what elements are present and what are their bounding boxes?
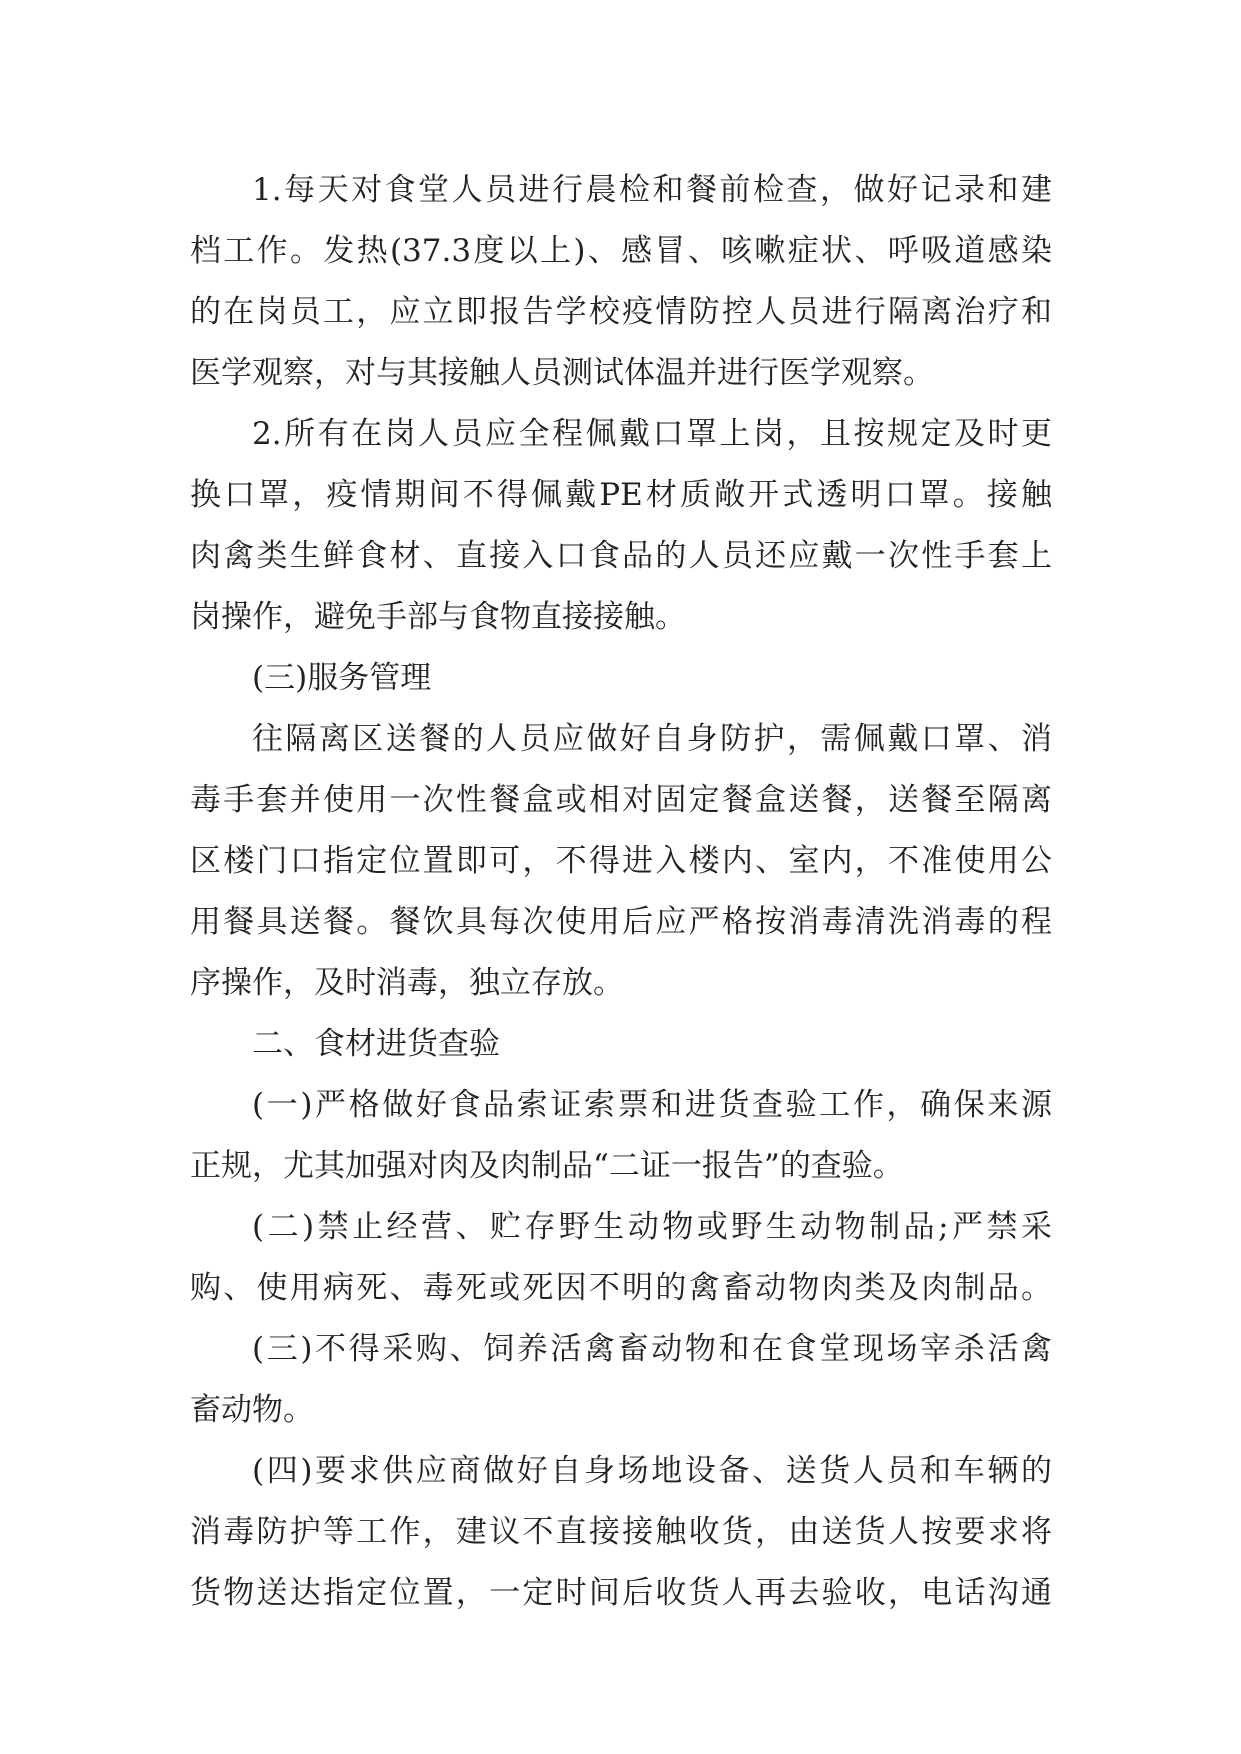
text-line: 用餐具送餐。餐饮具每次使用后应严格按消毒清洗消毒的程 (190, 904, 1052, 940)
text-line: (三)不得采购、饲养活禽畜动物和在食堂现场宰杀活禽 (252, 1331, 1052, 1367)
text-line: 1.每天对食堂人员进行晨检和餐前检查，做好记录和建 (252, 172, 1052, 208)
text-line: 毒手套并使用一次性餐盒或相对固定餐盒送餐，送餐至隔离 (190, 782, 1052, 818)
text-line: 货物送达指定位置，一定时间后收货人再去验收，电话沟通 (190, 1575, 1052, 1611)
text-line: 区楼门口指定位置即可，不得进入楼内、室内，不准使用公 (190, 843, 1052, 879)
text-line: (一)严格做好食品索证索票和进货查验工作，确保来源 (252, 1087, 1052, 1123)
text-line: 购、使用病死、毒死或死因不明的禽畜动物肉类及肉制品。 (190, 1270, 1052, 1306)
text-line: 序操作，及时消毒，独立存放。 (190, 965, 624, 1001)
text-line: 档工作。发热(37.3度以上)、感冒、咳嗽症状、呼吸道感染 (190, 233, 1052, 269)
text-line: (四)要求供应商做好自身场地设备、送货人员和车辆的 (252, 1453, 1052, 1489)
text-line: 畜动物。 (190, 1392, 314, 1428)
text-line: 2.所有在岗人员应全程佩戴口罩上岗，且按规定及时更 (252, 416, 1052, 452)
text-line: 正规，尤其加强对肉及肉制品“二证一报告”的查验。 (190, 1148, 904, 1184)
text-line: (二)禁止经营、贮存野生动物或野生动物制品;严禁采 (252, 1209, 1052, 1245)
text-line: 往隔离区送餐的人员应做好自身防护，需佩戴口罩、消 (252, 721, 1052, 757)
text-line: 的在岗员工，应立即报告学校疫情防控人员进行隔离治疗和 (190, 294, 1052, 330)
document-body (190, 160, 1052, 1624)
text-line: 二、食材进货查验 (252, 1026, 500, 1062)
text-line: (三)服务管理 (252, 660, 432, 696)
text-line: 岗操作，避免手部与食物直接接触。 (190, 599, 686, 635)
text-line: 肉禽类生鲜食材、直接入口食品的人员还应戴一次性手套上 (190, 538, 1052, 574)
text-line: 医学观察，对与其接触人员测试体温并进行医学观察。 (190, 355, 934, 391)
text-line: 换口罩，疫情期间不得佩戴PE材质敞开式透明口罩。接触 (190, 477, 1052, 513)
text-line: 消毒防护等工作，建议不直接接触收货，由送货人按要求将 (190, 1514, 1052, 1550)
